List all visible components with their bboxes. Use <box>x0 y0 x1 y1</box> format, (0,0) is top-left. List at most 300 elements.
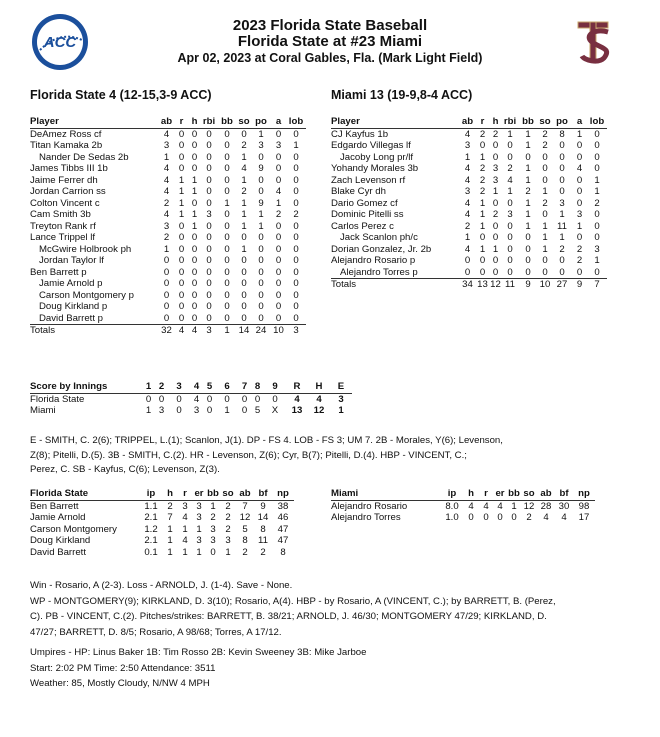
stat-cell: 0 <box>224 209 230 220</box>
stat-cell: 0 <box>206 289 212 301</box>
stat-cell: 3 <box>182 500 188 512</box>
stat-cell: 1 <box>275 197 282 209</box>
column-header: bb <box>217 116 237 128</box>
rhe-value: 4 <box>294 393 300 405</box>
decision-line: Win - Rosario, A (2-3). Loss - ARNOLD, J. (1-4). Save - None. <box>30 580 293 591</box>
stat-cell: 4 <box>468 500 474 512</box>
miami-batting-table <box>331 116 607 291</box>
stat-cell: 0 <box>191 232 198 243</box>
stat-cell: 4 <box>464 197 471 209</box>
column-header: bb <box>207 488 219 499</box>
stat-cell: 0 <box>178 220 185 232</box>
stat-cell: 0 <box>178 151 185 163</box>
stat-cell: 0 <box>206 255 212 266</box>
stat-cell: 1 <box>178 209 185 220</box>
stat-cell: 0 <box>587 267 607 279</box>
notes-line: Z(8); Pitelli, D.(5). 3B - SMITH, C.(2). HR - Levenson, Z(6); Cyr, B(7); Pitelli, D.(4). HBP - VINCENT, C.; <box>30 449 467 461</box>
stat-cell: 4 <box>275 186 282 197</box>
inning-score: 0 <box>145 393 152 405</box>
stat-cell: 0 <box>251 313 271 325</box>
inning-score: X <box>271 405 279 416</box>
stat-cell: 1 <box>479 197 486 209</box>
player-row <box>331 221 607 233</box>
page-title: 2023 Florida State Baseball <box>232 17 428 34</box>
column-header: ab <box>537 488 555 500</box>
stat-cell: 1 <box>576 220 583 232</box>
stat-cell: 0 <box>224 232 230 243</box>
stat-cell: 0 <box>191 278 198 289</box>
stat-cell: 0 <box>241 232 247 243</box>
stat-cell: 0 <box>492 220 499 232</box>
acc-logo-text: ACC <box>43 34 77 51</box>
stat-cell: 0 <box>275 289 282 301</box>
stat-cell: 4 <box>561 512 567 523</box>
player-name: Jordan Taylor lf <box>39 255 104 266</box>
stat-cell: 0 <box>258 301 264 312</box>
player-row <box>331 175 607 187</box>
stat-cell: 0 <box>525 243 531 255</box>
stat-cell: 2 <box>542 140 548 151</box>
stat-cell: 4 <box>163 209 170 220</box>
stat-cell: 0 <box>178 278 185 289</box>
stat-cell: 3 <box>576 209 583 220</box>
pitcher-row <box>30 535 294 547</box>
stat-cell: 0 <box>224 301 230 312</box>
inning-score: 0 <box>254 393 261 405</box>
player-name: Dario Gomez cf <box>331 197 398 209</box>
stat-cell: 0 <box>511 512 517 523</box>
stat-cell: 8 <box>260 523 266 535</box>
inning-score: 0 <box>176 405 182 416</box>
rhe-value: 12 <box>313 405 325 416</box>
stat-cell: 38 <box>277 500 289 512</box>
stat-cell: 2 <box>293 209 299 220</box>
stat-cell: 0 <box>275 128 282 140</box>
stat-cell: 0 <box>479 232 486 243</box>
player-row <box>331 163 607 175</box>
stat-cell: 1 <box>576 128 583 140</box>
player-row <box>30 290 306 302</box>
stat-cell: 0 <box>224 266 230 278</box>
stat-cell: 0 <box>224 243 230 255</box>
inning-score: 0 <box>224 393 230 405</box>
player-row <box>30 301 306 313</box>
column-header: po <box>552 116 572 128</box>
stat-cell: 0.1 <box>144 546 158 558</box>
stat-cell: 0 <box>293 266 299 278</box>
stat-cell: 0 <box>206 266 212 278</box>
player-name: CJ Kayfus 1b <box>331 128 389 140</box>
stat-cell: 1 <box>479 243 486 255</box>
stat-cell: 0 <box>275 266 282 278</box>
stat-cell: 1 <box>511 500 517 512</box>
stat-cell: 0 <box>206 140 212 151</box>
stat-cell: 0 <box>275 151 282 163</box>
column-header: so <box>220 488 236 500</box>
stat-cell: 9 <box>258 163 264 174</box>
stat-cell: 0 <box>293 186 299 197</box>
stat-cell: 0 <box>559 163 565 174</box>
stat-cell: 0 <box>293 232 299 243</box>
totals-label: Totals <box>30 325 158 337</box>
column-header: ab <box>158 116 175 128</box>
player-row <box>30 232 306 244</box>
inning-score: 4 <box>193 393 200 405</box>
rhe-header: R <box>286 381 308 393</box>
stat-cell: 3 <box>163 220 170 232</box>
player-row <box>30 140 306 152</box>
player-row <box>30 278 306 290</box>
rhe-value: 3 <box>338 393 344 405</box>
column-header: er <box>493 488 507 500</box>
stat-cell: 0 <box>191 151 198 163</box>
weather-line: Weather: 85, Mostly Cloudy, N/NW 4 MPH <box>30 678 210 689</box>
stat-cell: 0 <box>258 186 264 197</box>
stat-cell: 47 <box>277 535 289 546</box>
stat-cell: 1 <box>542 232 548 243</box>
stat-cell: 0 <box>241 289 247 301</box>
pitching-notes <box>30 578 635 640</box>
stat-cell: 4 <box>182 512 188 523</box>
stat-cell: 2 <box>479 128 486 140</box>
stat-cell: 0 <box>258 289 264 301</box>
player-name: Cam Smith 3b <box>30 209 91 220</box>
player-row <box>331 186 607 198</box>
column-header: lob <box>286 116 306 128</box>
stat-cell: 2 <box>225 512 231 523</box>
stat-cell: 1 <box>542 243 548 255</box>
rhe-value: 1 <box>338 405 344 416</box>
stat-cell: 0 <box>258 255 264 266</box>
column-header: ip <box>140 488 162 500</box>
stat-cell: 0 <box>206 174 212 186</box>
stat-cell: 1 <box>542 186 548 197</box>
stat-cell: 1 <box>594 174 600 186</box>
stat-cell: 0 <box>542 255 548 266</box>
inning-score: 0 <box>272 393 278 405</box>
stat-cell: 2 <box>241 140 247 151</box>
pitcher-name: Alejandro Rosario <box>331 500 408 512</box>
player-row <box>331 198 607 210</box>
pitching-note-line: WP - MONTGOMERY(9); KIRKLAND, D. 3(10); Rosario, A(4). HBP - by Rosario, A (VINCENT, C.); by BARRETT, B. (Perez, <box>30 595 556 607</box>
stat-cell: 0 <box>293 197 299 209</box>
stat-cell: 0 <box>191 243 198 255</box>
stat-cell: 0 <box>293 255 299 266</box>
player-row <box>331 140 607 152</box>
stat-cell: 1 <box>525 163 531 174</box>
stat-cell: 0 <box>293 301 299 312</box>
stat-cell: 0 <box>163 289 170 301</box>
stat-cell: 0 <box>206 301 212 312</box>
totals-cell: 27 <box>552 279 572 291</box>
stat-cell: 0 <box>241 266 247 278</box>
stat-cell: 0 <box>275 301 282 312</box>
rhe-value: 13 <box>291 405 303 416</box>
stat-cell: 0 <box>293 289 299 301</box>
totals-cell: 32 <box>158 325 175 337</box>
player-name: Carlos Perez c <box>331 220 394 232</box>
stat-cell: 4 <box>163 174 170 186</box>
stat-cell: 0 <box>542 174 548 186</box>
stat-cell: 98 <box>578 500 590 512</box>
column-header: Player <box>331 116 459 128</box>
stat-cell: 0 <box>206 232 212 243</box>
stat-cell: 0 <box>576 232 583 243</box>
linescore-team: Florida State <box>30 393 85 405</box>
pitcher-row <box>30 500 294 512</box>
stat-cell: 3 <box>163 140 170 151</box>
stat-cell: 5 <box>242 523 248 535</box>
column-header: np <box>272 488 294 500</box>
stat-cell: 1 <box>241 151 247 163</box>
totals-cell: 24 <box>251 325 271 337</box>
stat-cell: 1.0 <box>445 512 459 523</box>
stat-cell: 46 <box>277 512 289 523</box>
stat-cell: 2 <box>479 186 486 197</box>
date-line: Apr 02, 2023 at Coral Gables, Fla. (Mark Light Field) <box>177 51 483 65</box>
stat-cell: 1 <box>492 186 499 197</box>
totals-cell: 3 <box>201 325 217 337</box>
stat-cell: 0 <box>576 197 583 209</box>
totals-cell: 9 <box>572 279 587 291</box>
totals-label: Totals <box>331 279 459 291</box>
stat-cell: 2 <box>275 209 282 220</box>
stat-cell: 1 <box>178 174 185 186</box>
stat-cell: 0 <box>594 163 600 174</box>
stat-cell: 0 <box>178 255 185 266</box>
player-name: Dorian Gonzalez, Jr. 2b <box>331 243 432 255</box>
umpires-line: Umpires - HP: Linus Baker 1B: Tim Rosso 2B: Kevin Sweeney 3B: Mike Jarboe <box>30 647 367 658</box>
fs-pitching-table <box>30 488 294 558</box>
column-header: r <box>479 488 493 500</box>
player-row <box>30 128 306 140</box>
stat-cell: 4 <box>507 174 513 186</box>
miami-pitching-table <box>331 488 595 524</box>
stat-cell: 1 <box>178 197 185 209</box>
column-header: h <box>188 116 201 128</box>
inning-score: 3 <box>158 405 165 416</box>
stat-cell: 1 <box>241 209 247 220</box>
stat-cell: 0 <box>293 128 299 140</box>
column-header: r <box>175 116 188 128</box>
stat-cell: 0 <box>497 512 503 523</box>
stat-cell: 0 <box>594 209 600 220</box>
player-name: Jordan Carrion ss <box>30 186 106 197</box>
stat-cell: 4 <box>464 209 471 220</box>
pitcher-name: Ben Barrett <box>30 500 79 512</box>
player-name: Carson Montgomery p <box>39 289 134 301</box>
times-line: Start: 2:02 PM Time: 2:50 Attendance: 3511 <box>30 662 216 674</box>
stat-cell: 4 <box>483 500 489 512</box>
totals-cell: 34 <box>459 279 476 291</box>
stat-cell: 1 <box>559 209 565 220</box>
stat-cell: 1 <box>464 232 471 243</box>
stat-cell: 0 <box>293 174 299 186</box>
pitcher-name: Doug Kirkland <box>30 535 91 546</box>
stat-cell: 1.2 <box>144 523 158 535</box>
stat-cell: 4 <box>497 500 503 512</box>
stat-cell: 2.1 <box>144 535 158 546</box>
column-header: ab <box>236 488 254 500</box>
inning-score: 0 <box>241 405 248 416</box>
stat-cell: 0 <box>224 163 230 174</box>
stat-cell: 3 <box>275 140 282 151</box>
stat-cell: 2 <box>260 546 266 558</box>
stat-cell: 1 <box>182 523 188 535</box>
stat-cell: 0 <box>492 255 499 266</box>
totals-cell: 14 <box>238 325 250 336</box>
stat-cell: 0 <box>489 267 502 279</box>
stat-cell: 12 <box>523 500 535 512</box>
stat-cell: 0 <box>206 197 212 209</box>
player-name: Jamie Arnold p <box>39 278 103 289</box>
stat-cell: 0 <box>178 163 185 174</box>
stat-cell: 0 <box>224 289 230 301</box>
stat-cell: 4 <box>163 128 170 140</box>
stat-cell: 1 <box>525 220 531 232</box>
column-header: r <box>476 116 489 128</box>
stat-cell: 3 <box>210 523 216 535</box>
inning-score: 0 <box>206 393 213 405</box>
stat-cell: 0 <box>258 243 264 255</box>
stat-cell: 0 <box>594 151 600 163</box>
stat-cell: 0 <box>275 174 282 186</box>
player-name: Zach Levenson rf <box>331 174 406 186</box>
stat-cell: 0 <box>258 151 264 163</box>
stat-cell: 1 <box>507 186 513 197</box>
stat-cell: 0 <box>178 140 185 151</box>
totals-cell: 1 <box>217 325 237 337</box>
stat-cell: 4 <box>464 163 471 174</box>
column-header: po <box>251 116 271 128</box>
stat-cell: 0 <box>241 255 247 266</box>
stat-cell: 0 <box>507 232 513 243</box>
column-header: Florida State <box>30 488 140 500</box>
stat-cell: 0 <box>559 255 565 266</box>
stat-cell: 7 <box>167 512 173 523</box>
column-header: lob <box>587 116 607 128</box>
stat-cell: 2.1 <box>144 512 158 523</box>
stat-cell: 0 <box>275 163 282 174</box>
pitching-note-line: 47/27; BARRETT, D. 8/5; Rosario, A 98/68; Torres, A 17/12. <box>30 626 282 638</box>
stat-cell: 1 <box>196 546 202 558</box>
stat-cell: 4 <box>576 163 583 174</box>
stat-cell: 8 <box>242 535 248 546</box>
stat-cell: 0 <box>483 512 489 523</box>
player-name: Dominic Pitelli ss <box>331 209 404 220</box>
stat-cell: 1 <box>525 209 531 220</box>
totals-cell: 9 <box>518 279 538 291</box>
player-row <box>30 152 306 164</box>
stat-cell: 0 <box>552 267 572 279</box>
stat-cell: 0 <box>479 255 486 266</box>
stat-cell: 2 <box>464 220 471 232</box>
stat-cell: 4 <box>241 163 247 174</box>
stat-cell: 4 <box>464 243 471 255</box>
player-name: McGwire Holbrook ph <box>39 243 132 255</box>
inning-score: 0 <box>241 393 248 405</box>
stat-cell: 2 <box>241 186 247 197</box>
player-row <box>30 198 306 210</box>
stat-cell: 0 <box>293 151 299 163</box>
player-row <box>30 255 306 267</box>
stat-cell: 1 <box>525 174 531 186</box>
inning-score: 0 <box>176 393 182 405</box>
stat-cell: 0 <box>542 151 548 163</box>
stat-cell: 0 <box>275 255 282 266</box>
stat-cell: 0 <box>178 289 185 301</box>
stat-cell: 47 <box>277 523 289 535</box>
stat-cell: 3 <box>210 535 216 546</box>
stat-cell: 0 <box>275 243 282 255</box>
stat-cell: 0 <box>293 278 299 289</box>
column-header: so <box>539 116 551 127</box>
column-header: rbi <box>503 116 517 127</box>
totals-cell: 12 <box>490 279 501 290</box>
stat-cell: 0 <box>275 278 282 289</box>
stat-cell: 12 <box>239 512 251 523</box>
column-header: Player <box>30 116 158 128</box>
player-row <box>30 209 306 221</box>
stat-cell: 0 <box>459 267 476 279</box>
pitching-note-line: C). PB - VINCENT, C.(2). Pitches/strikes: BARRETT, B. 38/21; ARNOLD, J. 46/30; MONTGOMERY 47/29; KIRKLAND, D. <box>30 611 547 622</box>
stat-cell: 0 <box>507 197 513 209</box>
stat-cell: 0 <box>163 266 170 278</box>
stat-cell: 0 <box>559 151 565 163</box>
rhe-header: E <box>330 381 352 393</box>
stat-cell: 0 <box>542 163 548 174</box>
column-header: Miami <box>331 488 441 500</box>
player-row <box>331 244 607 256</box>
player-row <box>331 209 607 221</box>
stat-cell: 0 <box>201 313 217 325</box>
player-name: Alejandro Rosario p <box>331 255 416 266</box>
column-header: ip <box>441 488 463 500</box>
stat-cell: 1 <box>507 128 513 140</box>
stat-cell: 0 <box>275 232 282 243</box>
stat-cell: 0 <box>158 313 175 325</box>
player-name: Jack Scanlon ph/c <box>340 232 418 243</box>
stat-cell: 0 <box>178 243 185 255</box>
player-row <box>30 267 306 279</box>
pitcher-row <box>331 512 595 524</box>
player-name: Doug Kirkland p <box>39 301 108 312</box>
totals-cell: 11 <box>502 279 518 291</box>
stat-cell: 3 <box>492 163 499 174</box>
stat-cell: 1 <box>182 546 188 558</box>
stat-cell: 1 <box>559 232 565 243</box>
stat-cell: 11 <box>557 220 567 232</box>
stat-cell: 2 <box>526 512 532 523</box>
column-header: rbi <box>202 116 216 127</box>
stat-cell: 1 <box>241 197 247 209</box>
stat-cell: 1 <box>258 128 264 140</box>
totals-cell: 4 <box>175 325 188 337</box>
stat-cell: 0 <box>224 255 230 266</box>
column-header: so <box>521 488 537 500</box>
stat-cell: 0 <box>594 232 600 243</box>
stat-cell: 0 <box>206 278 212 289</box>
stat-cell: 3 <box>464 186 471 197</box>
pitcher-row <box>331 500 595 512</box>
player-name: Titan Kamaka 2b <box>30 140 103 151</box>
stat-cell: 8 <box>559 128 565 140</box>
stat-cell: 0 <box>594 140 600 151</box>
pitcher-name: Carson Montgomery <box>30 523 117 535</box>
stat-cell: 3 <box>225 535 231 546</box>
inning-header: 8 <box>251 381 264 393</box>
stat-cell: 4 <box>163 163 170 174</box>
